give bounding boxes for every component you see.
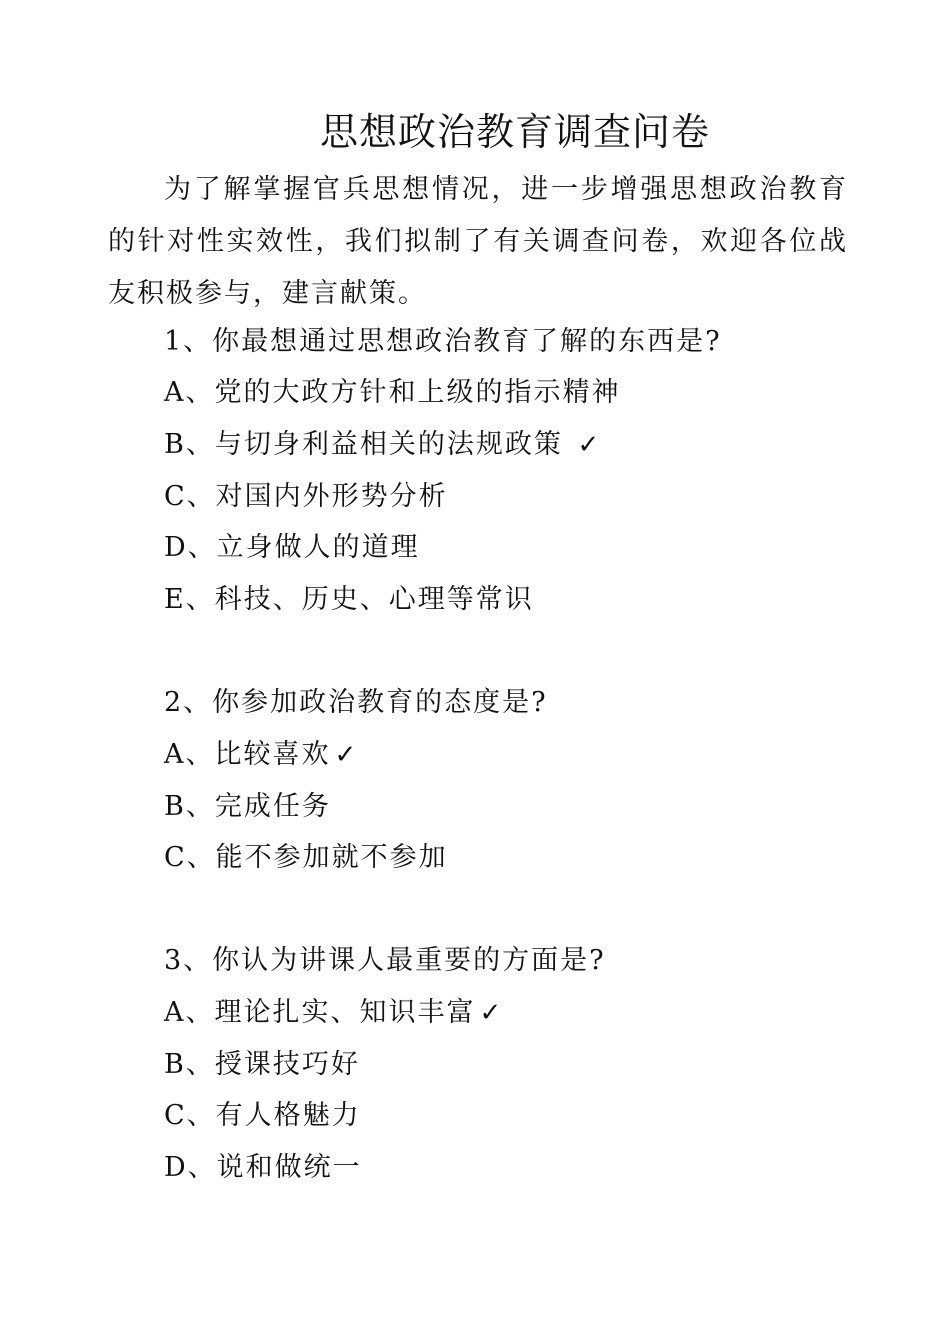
check-mark-icon: ✓ <box>334 740 359 770</box>
page-title: 思想政治教育调查问卷 <box>319 110 710 154</box>
q3-option-d <box>164 1150 362 1186</box>
q3-option-a <box>164 995 503 1031</box>
option-label: B、授课技巧好 <box>164 1049 360 1080</box>
q3-option-c <box>164 1098 361 1134</box>
q2-option-b <box>164 789 331 825</box>
check-mark-icon: ✓ <box>577 430 602 460</box>
q2-option-a <box>164 737 358 773</box>
q1-option-b <box>164 427 601 463</box>
option-label: A、比较喜欢 <box>164 739 331 770</box>
option-label: E、科技、历史、心理等常识 <box>164 584 534 615</box>
question-1: 1、你最想通过思想政治教育了解的东西是? <box>164 326 722 357</box>
option-label: A、党的大政方针和上级的指示精神 <box>164 377 621 408</box>
check-mark-icon: ✓ <box>479 998 504 1028</box>
q1-option-a <box>164 375 621 411</box>
q1-option-e <box>164 582 534 618</box>
question-3: 3、你认为讲课人最重要的方面是? <box>164 945 606 976</box>
question-2: 2、你参加政治教育的态度是? <box>164 687 548 718</box>
option-label: C、有人格魅力 <box>164 1100 361 1131</box>
option-label: D、说和做统一 <box>164 1152 362 1183</box>
option-label: D、立身做人的道理 <box>164 532 420 563</box>
q3-option-b <box>164 1047 360 1083</box>
q1-option-d <box>164 530 420 566</box>
option-label: A、理论扎实、知识丰富 <box>164 997 476 1028</box>
option-label: C、能不参加就不参加 <box>164 842 448 873</box>
q2-option-c <box>164 840 448 876</box>
intro-paragraph: 为了解掌握官兵思想情况，进一步增强思想政治教育的针对性实效性，我们拟制了有关调查问卷，欢迎各位战友积极参与，建言献策。 <box>108 174 848 309</box>
q1-option-c <box>164 479 448 515</box>
option-label: B、完成任务 <box>164 791 331 822</box>
option-label: C、对国内外形势分析 <box>164 481 448 512</box>
option-label: B、与切身利益相关的法规政策 <box>164 429 574 460</box>
